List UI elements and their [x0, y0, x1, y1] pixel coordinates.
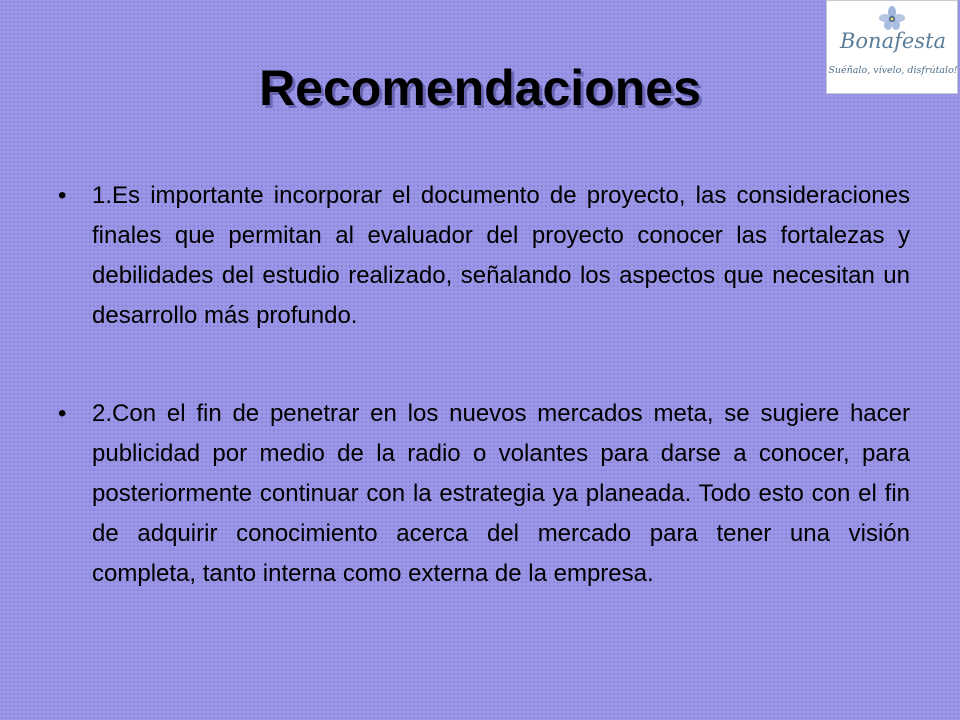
- brand-logo: [826, 0, 958, 94]
- bullet-marker: •: [58, 400, 67, 427]
- bullet-marker: •: [58, 182, 67, 209]
- slide-title: Recomendaciones: [259, 60, 701, 116]
- bullet-text-2: 2.Con el fin de penetrar en los nuevos mercados meta, se sugiere hacer publicidad por medio de la radio o volantes para darse a conocer, para posteriormente continuar con la estrategia ya planeada. Todo esto con el fin de adquirir conocimiento acerca del mercado para tener una visión completa, tanto interna como externa de la empresa.: [92, 400, 910, 587]
- logo-brand-name: Bonafesta: [839, 29, 947, 53]
- logo-tagline: Suéñalo, vívelo, disfrútalo!: [828, 65, 958, 76]
- bullet-text-1: 1.Es importante incorporar el documento de proyecto, las consideraciones finales que permitan al evaluador del proyecto conocer las fortalezas y debilidades del estudio realizado, señalando los aspectos que necesitan un desarrollo más profundo.: [92, 182, 910, 329]
- bullet-item-1: [58, 176, 910, 336]
- bullet-list: [58, 176, 910, 652]
- bullet-item-2: [58, 394, 910, 594]
